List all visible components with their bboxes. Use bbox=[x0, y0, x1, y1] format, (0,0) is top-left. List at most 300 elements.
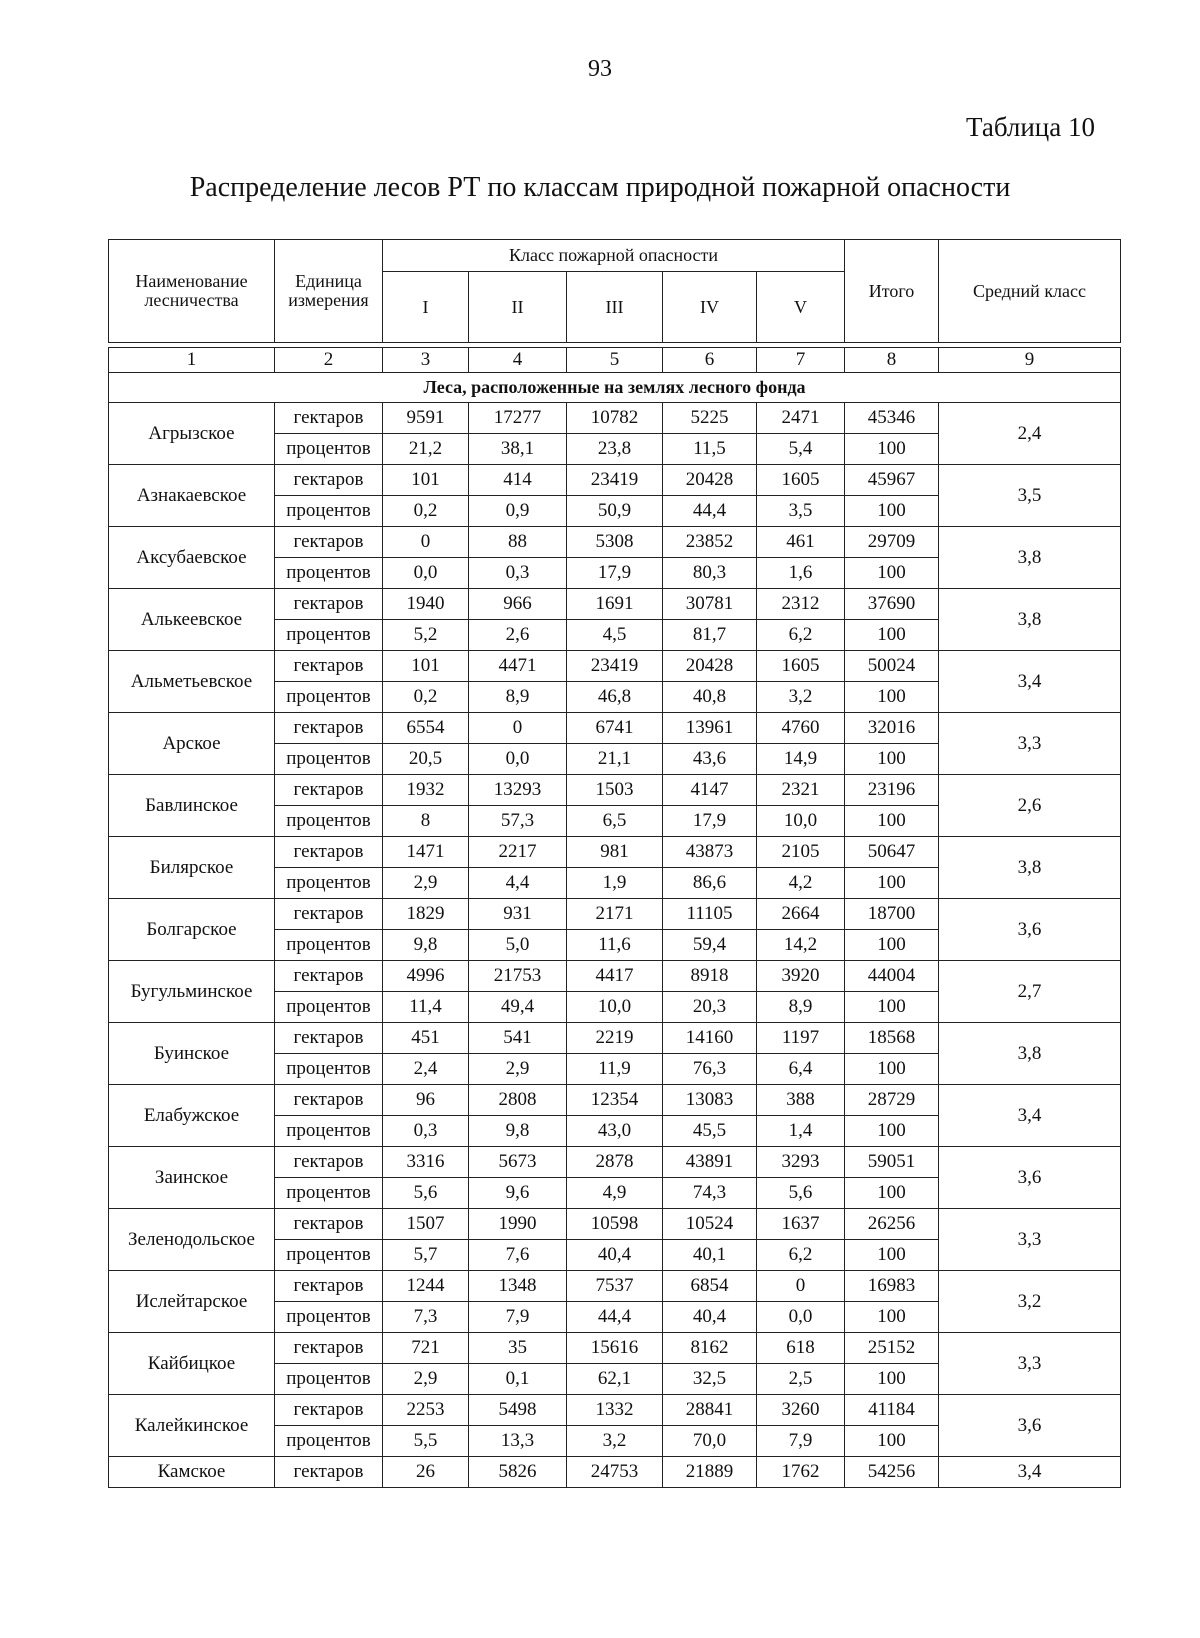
unit-cell: гектаров bbox=[275, 1395, 383, 1426]
value-cell: 1691 bbox=[567, 589, 663, 620]
section-title: Леса, расположенные на землях лесного фонда bbox=[109, 373, 1121, 403]
value-cell: 6741 bbox=[567, 713, 663, 744]
column-number: 7 bbox=[757, 348, 845, 373]
value-cell: 1,9 bbox=[567, 868, 663, 899]
table-row bbox=[109, 1085, 1121, 1116]
average-class-cell: 3,3 bbox=[939, 713, 1121, 775]
value-cell: 11,9 bbox=[567, 1054, 663, 1085]
page-number: 93 bbox=[588, 56, 612, 82]
value-cell: 23419 bbox=[567, 465, 663, 496]
value-cell: 451 bbox=[383, 1023, 469, 1054]
value-cell: 81,7 bbox=[663, 620, 757, 651]
value-cell: 43891 bbox=[663, 1147, 757, 1178]
unit-cell: гектаров bbox=[275, 775, 383, 806]
value-cell: 43,0 bbox=[567, 1116, 663, 1147]
value-cell: 44,4 bbox=[567, 1302, 663, 1333]
table-row bbox=[109, 1271, 1121, 1302]
value-cell: 23196 bbox=[845, 775, 939, 806]
value-cell: 414 bbox=[469, 465, 567, 496]
value-cell: 13,3 bbox=[469, 1426, 567, 1457]
unit-cell: процентов bbox=[275, 1054, 383, 1085]
table-row bbox=[109, 403, 1121, 434]
average-class-cell: 3,5 bbox=[939, 465, 1121, 527]
value-cell: 4471 bbox=[469, 651, 567, 682]
value-cell: 40,1 bbox=[663, 1240, 757, 1271]
value-cell: 0,0 bbox=[383, 558, 469, 589]
forestry-name: Билярское bbox=[109, 837, 275, 899]
value-cell: 1990 bbox=[469, 1209, 567, 1240]
value-cell: 1637 bbox=[757, 1209, 845, 1240]
value-cell: 2219 bbox=[567, 1023, 663, 1054]
value-cell: 13293 bbox=[469, 775, 567, 806]
unit-cell: процентов bbox=[275, 868, 383, 899]
value-cell: 5,0 bbox=[469, 930, 567, 961]
value-cell: 96 bbox=[383, 1085, 469, 1116]
value-cell: 541 bbox=[469, 1023, 567, 1054]
value-cell: 17,9 bbox=[663, 806, 757, 837]
value-cell: 6554 bbox=[383, 713, 469, 744]
value-cell: 7,6 bbox=[469, 1240, 567, 1271]
forestry-name: Арское bbox=[109, 713, 275, 775]
value-cell: 10598 bbox=[567, 1209, 663, 1240]
value-cell: 16983 bbox=[845, 1271, 939, 1302]
unit-cell: гектаров bbox=[275, 713, 383, 744]
value-cell: 100 bbox=[845, 620, 939, 651]
column-number: 2 bbox=[275, 348, 383, 373]
column-number: 9 bbox=[939, 348, 1121, 373]
value-cell: 4760 bbox=[757, 713, 845, 744]
unit-cell: гектаров bbox=[275, 465, 383, 496]
value-cell: 388 bbox=[757, 1085, 845, 1116]
unit-cell: процентов bbox=[275, 930, 383, 961]
average-class-cell: 3,8 bbox=[939, 1023, 1121, 1085]
value-cell: 3293 bbox=[757, 1147, 845, 1178]
unit-cell: гектаров bbox=[275, 899, 383, 930]
unit-cell: гектаров bbox=[275, 1457, 383, 1488]
value-cell: 11,5 bbox=[663, 434, 757, 465]
unit-cell: процентов bbox=[275, 434, 383, 465]
value-cell: 1940 bbox=[383, 589, 469, 620]
value-cell: 10,0 bbox=[567, 992, 663, 1023]
value-cell: 20428 bbox=[663, 651, 757, 682]
value-cell: 2,6 bbox=[469, 620, 567, 651]
value-cell: 32,5 bbox=[663, 1364, 757, 1395]
value-cell: 29709 bbox=[845, 527, 939, 558]
unit-cell: гектаров bbox=[275, 527, 383, 558]
average-class-cell: 3,4 bbox=[939, 1085, 1121, 1147]
unit-cell: процентов bbox=[275, 1116, 383, 1147]
forestry-name: Камское bbox=[109, 1457, 275, 1488]
table-row bbox=[109, 589, 1121, 620]
value-cell: 1503 bbox=[567, 775, 663, 806]
average-class-cell: 3,8 bbox=[939, 589, 1121, 651]
forestry-name: Калейкинское bbox=[109, 1395, 275, 1457]
value-cell: 7,3 bbox=[383, 1302, 469, 1333]
value-cell: 23852 bbox=[663, 527, 757, 558]
unit-cell: процентов bbox=[275, 682, 383, 713]
value-cell: 100 bbox=[845, 868, 939, 899]
value-cell: 11,6 bbox=[567, 930, 663, 961]
value-cell: 35 bbox=[469, 1333, 567, 1364]
forestry-name: Заинское bbox=[109, 1147, 275, 1209]
forestry-name: Кайбицкое bbox=[109, 1333, 275, 1395]
value-cell: 100 bbox=[845, 1240, 939, 1271]
value-cell: 4,2 bbox=[757, 868, 845, 899]
value-cell: 5,4 bbox=[757, 434, 845, 465]
value-cell: 1829 bbox=[383, 899, 469, 930]
unit-cell: процентов bbox=[275, 992, 383, 1023]
value-cell: 2808 bbox=[469, 1085, 567, 1116]
value-cell: 2217 bbox=[469, 837, 567, 868]
value-cell: 2664 bbox=[757, 899, 845, 930]
value-cell: 54256 bbox=[845, 1457, 939, 1488]
value-cell: 10524 bbox=[663, 1209, 757, 1240]
table-row bbox=[109, 1457, 1121, 1488]
value-cell: 28729 bbox=[845, 1085, 939, 1116]
value-cell: 8162 bbox=[663, 1333, 757, 1364]
value-cell: 45967 bbox=[845, 465, 939, 496]
table-row bbox=[109, 527, 1121, 558]
value-cell: 21889 bbox=[663, 1457, 757, 1488]
value-cell: 5,7 bbox=[383, 1240, 469, 1271]
average-class-cell: 2,6 bbox=[939, 775, 1121, 837]
value-cell: 1,6 bbox=[757, 558, 845, 589]
unit-cell: гектаров bbox=[275, 651, 383, 682]
average-class-cell: 2,7 bbox=[939, 961, 1121, 1023]
value-cell: 32016 bbox=[845, 713, 939, 744]
value-cell: 50024 bbox=[845, 651, 939, 682]
value-cell: 24753 bbox=[567, 1457, 663, 1488]
header-forestry-name: Наименование лесничества bbox=[109, 240, 275, 343]
table-row bbox=[109, 1147, 1121, 1178]
value-cell: 46,8 bbox=[567, 682, 663, 713]
value-cell: 44,4 bbox=[663, 496, 757, 527]
table-row bbox=[109, 899, 1121, 930]
value-cell: 2878 bbox=[567, 1147, 663, 1178]
value-cell: 15616 bbox=[567, 1333, 663, 1364]
unit-cell: процентов bbox=[275, 1302, 383, 1333]
value-cell: 1507 bbox=[383, 1209, 469, 1240]
column-number: 1 bbox=[109, 348, 275, 373]
value-cell: 5498 bbox=[469, 1395, 567, 1426]
value-cell: 13083 bbox=[663, 1085, 757, 1116]
value-cell: 86,6 bbox=[663, 868, 757, 899]
value-cell: 21,2 bbox=[383, 434, 469, 465]
unit-cell: процентов bbox=[275, 1426, 383, 1457]
value-cell: 2,9 bbox=[469, 1054, 567, 1085]
value-cell: 7,9 bbox=[469, 1302, 567, 1333]
value-cell: 6,4 bbox=[757, 1054, 845, 1085]
value-cell: 1471 bbox=[383, 837, 469, 868]
value-cell: 0,9 bbox=[469, 496, 567, 527]
average-class-cell: 3,3 bbox=[939, 1333, 1121, 1395]
value-cell: 37690 bbox=[845, 589, 939, 620]
value-cell: 8,9 bbox=[757, 992, 845, 1023]
header-total: Итого bbox=[845, 240, 939, 343]
value-cell: 9,8 bbox=[383, 930, 469, 961]
header-class-3: III bbox=[567, 272, 663, 343]
value-cell: 50,9 bbox=[567, 496, 663, 527]
value-cell: 931 bbox=[469, 899, 567, 930]
value-cell: 100 bbox=[845, 558, 939, 589]
value-cell: 0,2 bbox=[383, 682, 469, 713]
value-cell: 9591 bbox=[383, 403, 469, 434]
value-cell: 14,9 bbox=[757, 744, 845, 775]
value-cell: 100 bbox=[845, 992, 939, 1023]
table-row bbox=[109, 837, 1121, 868]
forestry-name: Альметьевское bbox=[109, 651, 275, 713]
value-cell: 0,3 bbox=[469, 558, 567, 589]
value-cell: 2,4 bbox=[383, 1054, 469, 1085]
forestry-name: Аксубаевское bbox=[109, 527, 275, 589]
value-cell: 59,4 bbox=[663, 930, 757, 961]
value-cell: 5,2 bbox=[383, 620, 469, 651]
value-cell: 100 bbox=[845, 1364, 939, 1395]
value-cell: 2,5 bbox=[757, 1364, 845, 1395]
unit-cell: гектаров bbox=[275, 1209, 383, 1240]
value-cell: 3,5 bbox=[757, 496, 845, 527]
value-cell: 57,3 bbox=[469, 806, 567, 837]
header-fire-class-group: Класс пожарной опасности bbox=[383, 240, 845, 272]
value-cell: 1348 bbox=[469, 1271, 567, 1302]
header-unit: Единица измерения bbox=[275, 240, 383, 343]
value-cell: 4,9 bbox=[567, 1178, 663, 1209]
value-cell: 7,9 bbox=[757, 1426, 845, 1457]
table-row bbox=[109, 961, 1121, 992]
unit-cell: процентов bbox=[275, 744, 383, 775]
value-cell: 4996 bbox=[383, 961, 469, 992]
value-cell: 76,3 bbox=[663, 1054, 757, 1085]
value-cell: 100 bbox=[845, 930, 939, 961]
value-cell: 6854 bbox=[663, 1271, 757, 1302]
header-class-4: IV bbox=[663, 272, 757, 343]
value-cell: 2312 bbox=[757, 589, 845, 620]
value-cell: 10782 bbox=[567, 403, 663, 434]
unit-cell: процентов bbox=[275, 558, 383, 589]
value-cell: 4,5 bbox=[567, 620, 663, 651]
unit-cell: процентов bbox=[275, 496, 383, 527]
average-class-cell: 3,6 bbox=[939, 1395, 1121, 1457]
value-cell: 18568 bbox=[845, 1023, 939, 1054]
value-cell: 5308 bbox=[567, 527, 663, 558]
value-cell: 2,9 bbox=[383, 1364, 469, 1395]
value-cell: 0 bbox=[757, 1271, 845, 1302]
value-cell: 12354 bbox=[567, 1085, 663, 1116]
value-cell: 9,8 bbox=[469, 1116, 567, 1147]
unit-cell: процентов bbox=[275, 1178, 383, 1209]
value-cell: 10,0 bbox=[757, 806, 845, 837]
table-row bbox=[109, 651, 1121, 682]
value-cell: 1244 bbox=[383, 1271, 469, 1302]
value-cell: 30781 bbox=[663, 589, 757, 620]
value-cell: 45346 bbox=[845, 403, 939, 434]
value-cell: 1605 bbox=[757, 651, 845, 682]
header-class-1: I bbox=[383, 272, 469, 343]
fire-danger-table bbox=[108, 239, 1121, 1488]
value-cell: 11,4 bbox=[383, 992, 469, 1023]
value-cell: 50647 bbox=[845, 837, 939, 868]
value-cell: 981 bbox=[567, 837, 663, 868]
unit-cell: гектаров bbox=[275, 961, 383, 992]
value-cell: 14,2 bbox=[757, 930, 845, 961]
value-cell: 1197 bbox=[757, 1023, 845, 1054]
value-cell: 40,8 bbox=[663, 682, 757, 713]
value-cell: 40,4 bbox=[567, 1240, 663, 1271]
column-number: 8 bbox=[845, 348, 939, 373]
forestry-name: Бавлинское bbox=[109, 775, 275, 837]
value-cell: 23419 bbox=[567, 651, 663, 682]
value-cell: 5,6 bbox=[757, 1178, 845, 1209]
average-class-cell: 3,6 bbox=[939, 1147, 1121, 1209]
value-cell: 100 bbox=[845, 1426, 939, 1457]
value-cell: 5,6 bbox=[383, 1178, 469, 1209]
value-cell: 20,3 bbox=[663, 992, 757, 1023]
value-cell: 8 bbox=[383, 806, 469, 837]
value-cell: 6,2 bbox=[757, 620, 845, 651]
value-cell: 4417 bbox=[567, 961, 663, 992]
unit-cell: процентов bbox=[275, 620, 383, 651]
value-cell: 23,8 bbox=[567, 434, 663, 465]
value-cell: 5225 bbox=[663, 403, 757, 434]
unit-cell: гектаров bbox=[275, 589, 383, 620]
table-row bbox=[109, 1023, 1121, 1054]
value-cell: 3920 bbox=[757, 961, 845, 992]
value-cell: 25152 bbox=[845, 1333, 939, 1364]
table-row bbox=[109, 1209, 1121, 1240]
value-cell: 2,9 bbox=[383, 868, 469, 899]
value-cell: 1932 bbox=[383, 775, 469, 806]
unit-cell: процентов bbox=[275, 1364, 383, 1395]
value-cell: 74,3 bbox=[663, 1178, 757, 1209]
average-class-cell: 3,4 bbox=[939, 651, 1121, 713]
forestry-name: Елабужское bbox=[109, 1085, 275, 1147]
value-cell: 100 bbox=[845, 1116, 939, 1147]
value-cell: 59051 bbox=[845, 1147, 939, 1178]
value-cell: 40,4 bbox=[663, 1302, 757, 1333]
value-cell: 1605 bbox=[757, 465, 845, 496]
forestry-name: Алькеевское bbox=[109, 589, 275, 651]
value-cell: 80,3 bbox=[663, 558, 757, 589]
value-cell: 38,1 bbox=[469, 434, 567, 465]
forestry-name: Агрызское bbox=[109, 403, 275, 465]
value-cell: 3316 bbox=[383, 1147, 469, 1178]
value-cell: 4147 bbox=[663, 775, 757, 806]
value-cell: 4,4 bbox=[469, 868, 567, 899]
value-cell: 0 bbox=[383, 527, 469, 558]
document-title: Распределение лесов РТ по классам природной пожарной опасности bbox=[189, 172, 1011, 203]
forestry-name: Бугульминское bbox=[109, 961, 275, 1023]
unit-cell: гектаров bbox=[275, 403, 383, 434]
header-class-5: V bbox=[757, 272, 845, 343]
unit-cell: процентов bbox=[275, 806, 383, 837]
value-cell: 100 bbox=[845, 434, 939, 465]
value-cell: 49,4 bbox=[469, 992, 567, 1023]
value-cell: 5826 bbox=[469, 1457, 567, 1488]
value-cell: 6,2 bbox=[757, 1240, 845, 1271]
table-label: Таблица 10 bbox=[966, 112, 1095, 142]
value-cell: 100 bbox=[845, 1178, 939, 1209]
value-cell: 0,0 bbox=[757, 1302, 845, 1333]
value-cell: 43,6 bbox=[663, 744, 757, 775]
value-cell: 618 bbox=[757, 1333, 845, 1364]
unit-cell: гектаров bbox=[275, 1023, 383, 1054]
value-cell: 70,0 bbox=[663, 1426, 757, 1457]
value-cell: 26 bbox=[383, 1457, 469, 1488]
value-cell: 0,1 bbox=[469, 1364, 567, 1395]
value-cell: 18700 bbox=[845, 899, 939, 930]
value-cell: 17277 bbox=[469, 403, 567, 434]
value-cell: 461 bbox=[757, 527, 845, 558]
value-cell: 2471 bbox=[757, 403, 845, 434]
column-number: 6 bbox=[663, 348, 757, 373]
forestry-name: Зеленодольское bbox=[109, 1209, 275, 1271]
value-cell: 0,2 bbox=[383, 496, 469, 527]
value-cell: 7537 bbox=[567, 1271, 663, 1302]
value-cell: 2253 bbox=[383, 1395, 469, 1426]
value-cell: 5,5 bbox=[383, 1426, 469, 1457]
value-cell: 3,2 bbox=[567, 1426, 663, 1457]
value-cell: 11105 bbox=[663, 899, 757, 930]
value-cell: 44004 bbox=[845, 961, 939, 992]
value-cell: 721 bbox=[383, 1333, 469, 1364]
value-cell: 9,6 bbox=[469, 1178, 567, 1209]
average-class-cell: 3,6 bbox=[939, 899, 1121, 961]
unit-cell: гектаров bbox=[275, 1147, 383, 1178]
value-cell: 1332 bbox=[567, 1395, 663, 1426]
table-row bbox=[109, 465, 1121, 496]
value-cell: 21,1 bbox=[567, 744, 663, 775]
column-number: 5 bbox=[567, 348, 663, 373]
value-cell: 17,9 bbox=[567, 558, 663, 589]
value-cell: 0,0 bbox=[469, 744, 567, 775]
value-cell: 3,2 bbox=[757, 682, 845, 713]
value-cell: 0 bbox=[469, 713, 567, 744]
column-number: 4 bbox=[469, 348, 567, 373]
column-number: 3 bbox=[383, 348, 469, 373]
value-cell: 8918 bbox=[663, 961, 757, 992]
value-cell: 20428 bbox=[663, 465, 757, 496]
value-cell: 20,5 bbox=[383, 744, 469, 775]
table-body bbox=[109, 343, 1121, 1488]
value-cell: 6,5 bbox=[567, 806, 663, 837]
table-row bbox=[109, 1333, 1121, 1364]
value-cell: 2171 bbox=[567, 899, 663, 930]
header-average-class: Средний класс bbox=[939, 240, 1121, 343]
value-cell: 43873 bbox=[663, 837, 757, 868]
table-row bbox=[109, 1395, 1121, 1426]
unit-cell: гектаров bbox=[275, 1271, 383, 1302]
value-cell: 101 bbox=[383, 651, 469, 682]
value-cell: 100 bbox=[845, 682, 939, 713]
value-cell: 100 bbox=[845, 806, 939, 837]
table-row bbox=[109, 713, 1121, 744]
forestry-name: Болгарское bbox=[109, 899, 275, 961]
value-cell: 41184 bbox=[845, 1395, 939, 1426]
value-cell: 2321 bbox=[757, 775, 845, 806]
value-cell: 100 bbox=[845, 496, 939, 527]
forestry-name: Ислейтарское bbox=[109, 1271, 275, 1333]
value-cell: 966 bbox=[469, 589, 567, 620]
average-class-cell: 3,4 bbox=[939, 1457, 1121, 1488]
unit-cell: гектаров bbox=[275, 1085, 383, 1116]
value-cell: 1,4 bbox=[757, 1116, 845, 1147]
forestry-name: Азнакаевское bbox=[109, 465, 275, 527]
value-cell: 14160 bbox=[663, 1023, 757, 1054]
value-cell: 21753 bbox=[469, 961, 567, 992]
average-class-cell: 3,2 bbox=[939, 1271, 1121, 1333]
value-cell: 100 bbox=[845, 1054, 939, 1085]
value-cell: 45,5 bbox=[663, 1116, 757, 1147]
